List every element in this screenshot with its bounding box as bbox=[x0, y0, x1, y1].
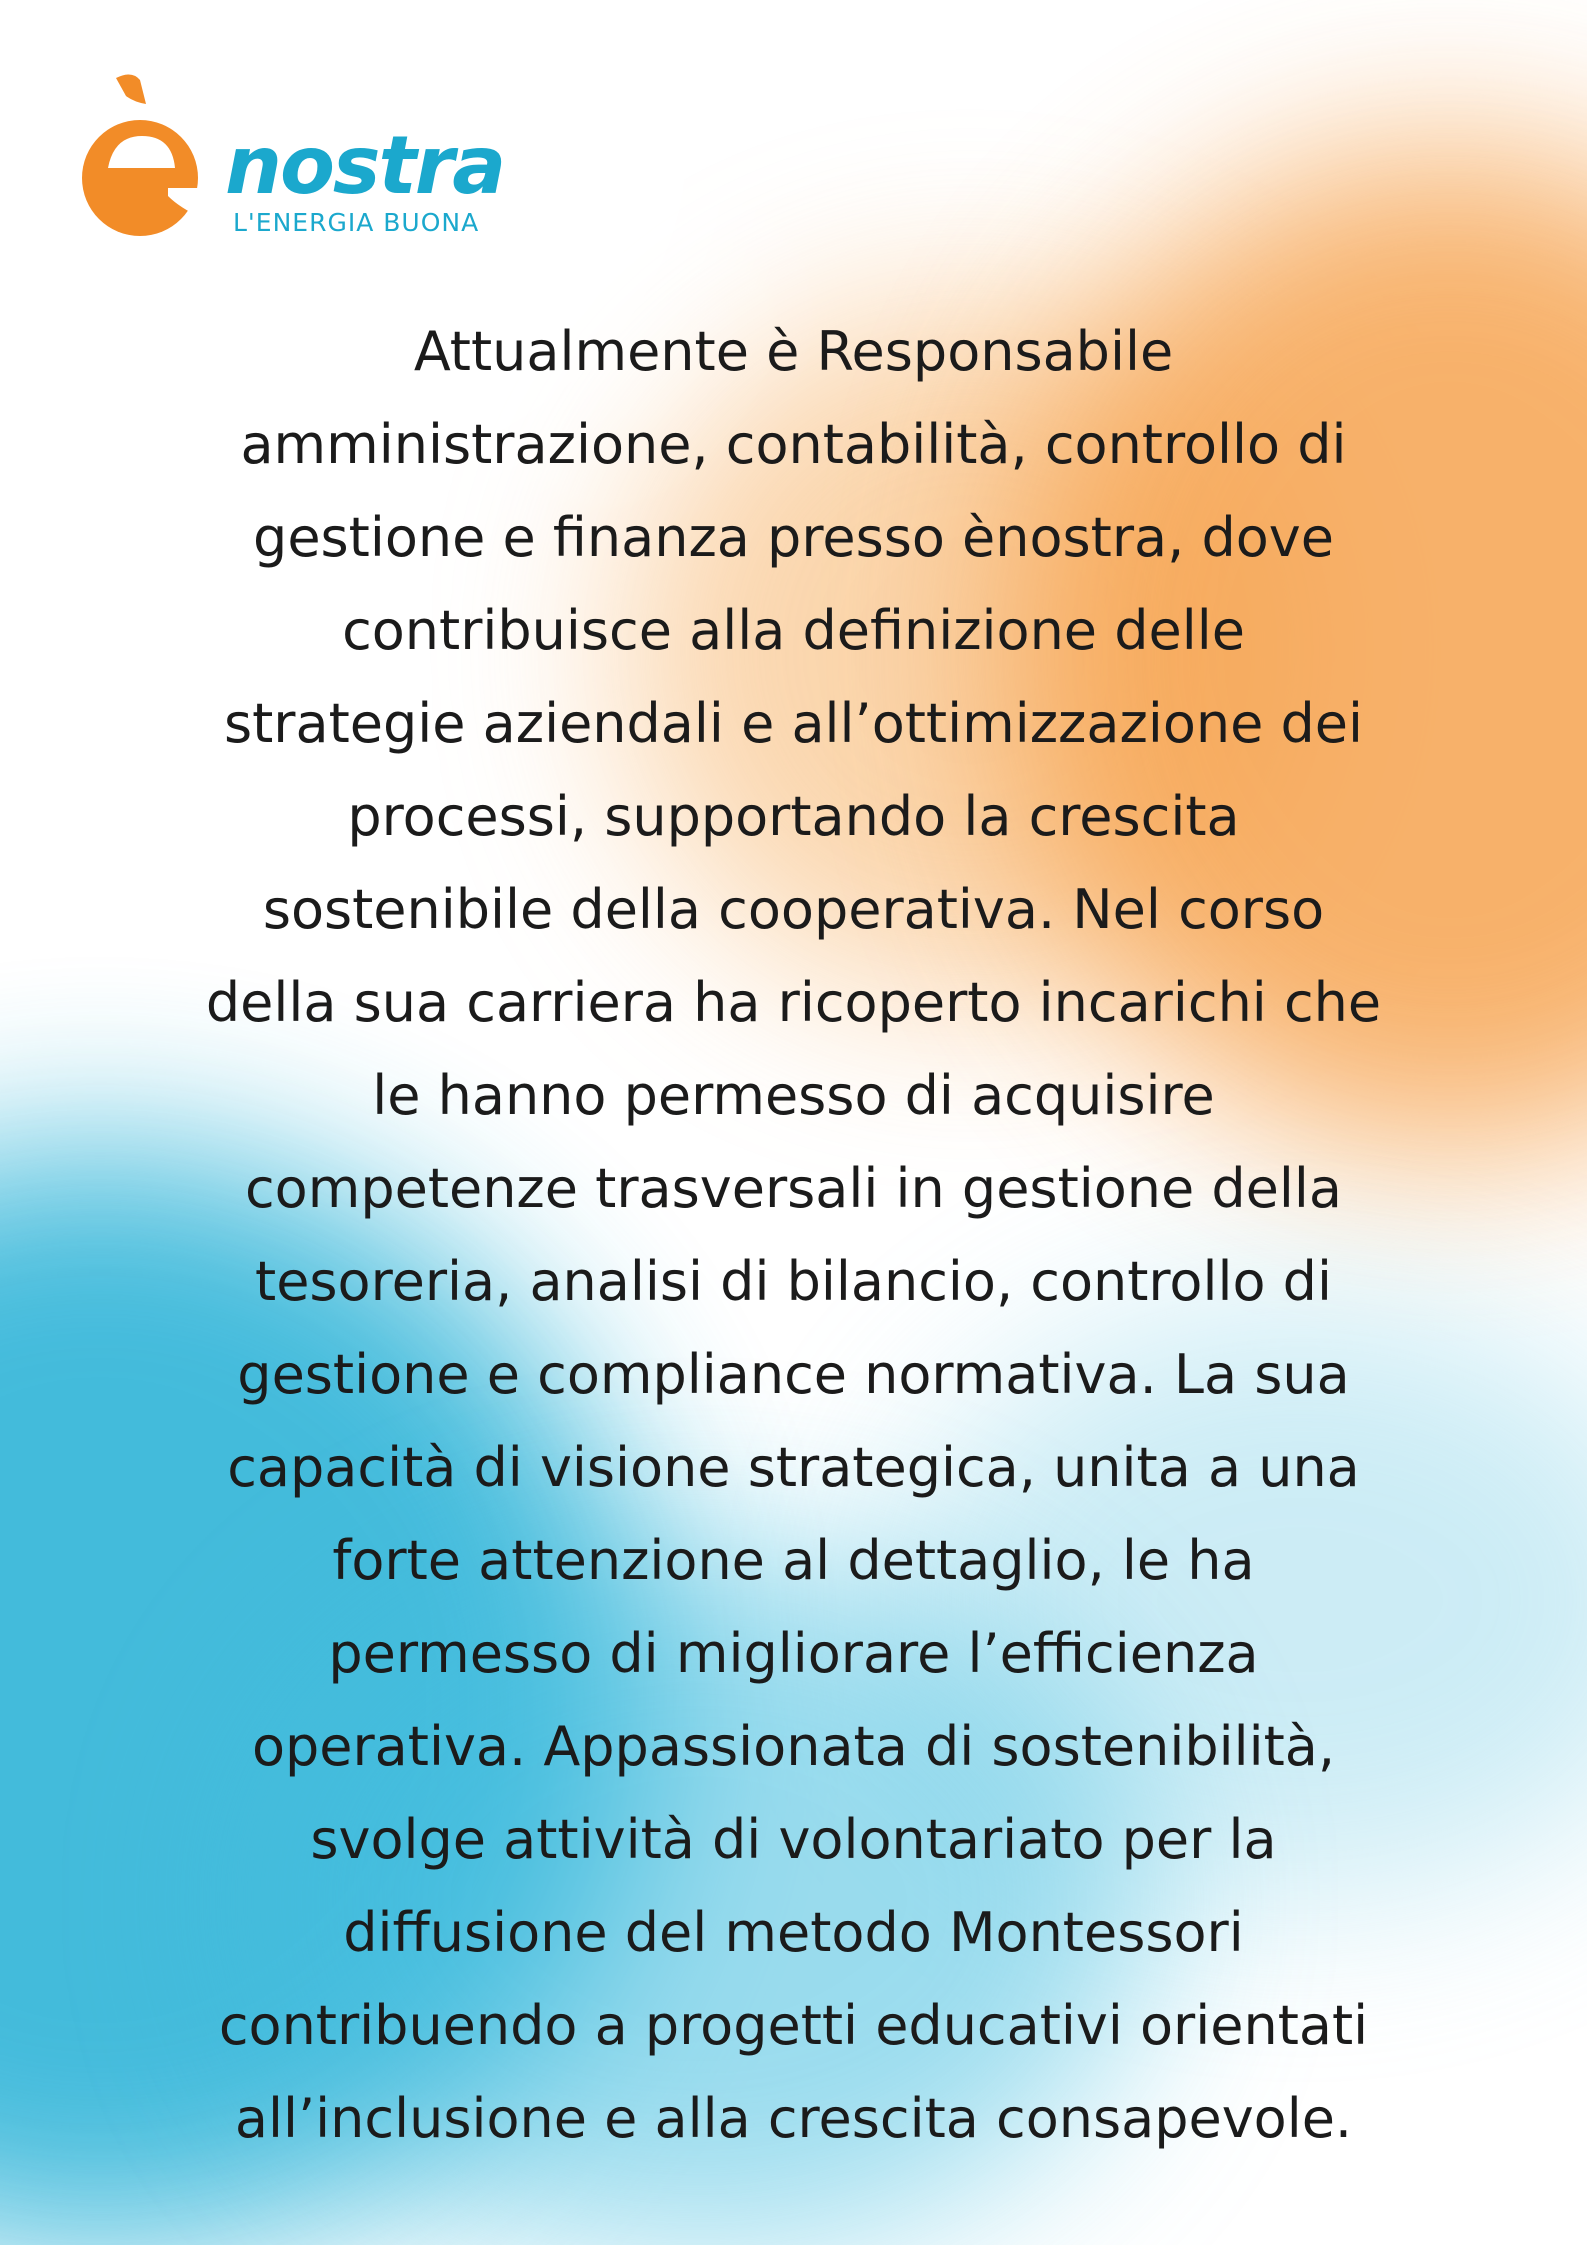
bio-line: Attualmente è Responsabile bbox=[413, 320, 1174, 383]
bio-line: gestione e finanza presso ènostra, dove bbox=[253, 506, 1334, 569]
bio-line: gestione e compliance normativa. La sua bbox=[237, 1343, 1350, 1406]
bio-line: svolge attività di volontariato per la bbox=[310, 1808, 1277, 1871]
bio-line: contribuisce alla definizione delle bbox=[342, 599, 1245, 662]
bio-line: permesso di migliorare l’efficienza bbox=[328, 1622, 1259, 1685]
bio-paragraph bbox=[115, 305, 1472, 2165]
bio-line: sostenibile della cooperativa. Nel corso bbox=[262, 878, 1325, 941]
bio-line: forte attenzione al dettaglio, le ha bbox=[332, 1529, 1255, 1592]
logo-tagline: L'ENERGIA BUONA bbox=[233, 208, 480, 237]
bio-line: amministrazione, contabilità, controllo di bbox=[240, 413, 1347, 476]
bio-line: strategie aziendali e all’ottimizzazione dei bbox=[223, 692, 1363, 755]
bio-line: operativa. Appassionata di sostenibilità, bbox=[251, 1715, 1336, 1778]
bio-line: le hanno permesso di acquisire bbox=[372, 1064, 1215, 1127]
bio-line: processi, supportando la crescita bbox=[347, 785, 1240, 848]
bio-line: all’inclusione e alla crescita consapevole. bbox=[234, 2087, 1353, 2150]
logo-e-mark-icon bbox=[80, 68, 220, 248]
bio-line: tesoreria, analisi di bilancio, controllo di bbox=[255, 1250, 1332, 1313]
bio-line: competenze trasversali in gestione della bbox=[244, 1157, 1342, 1220]
bio-line: della sua carriera ha ricoperto incarichi che bbox=[205, 971, 1382, 1034]
bio-line: contribuendo a progetti educativi orientati bbox=[218, 1994, 1369, 2057]
logo-wordmark: nostra bbox=[225, 119, 505, 212]
bio-line: capacità di visione strategica, unita a una bbox=[227, 1436, 1360, 1499]
bio-line: diffusione del metodo Montessori bbox=[343, 1901, 1244, 1964]
enostra-logo bbox=[80, 68, 540, 258]
